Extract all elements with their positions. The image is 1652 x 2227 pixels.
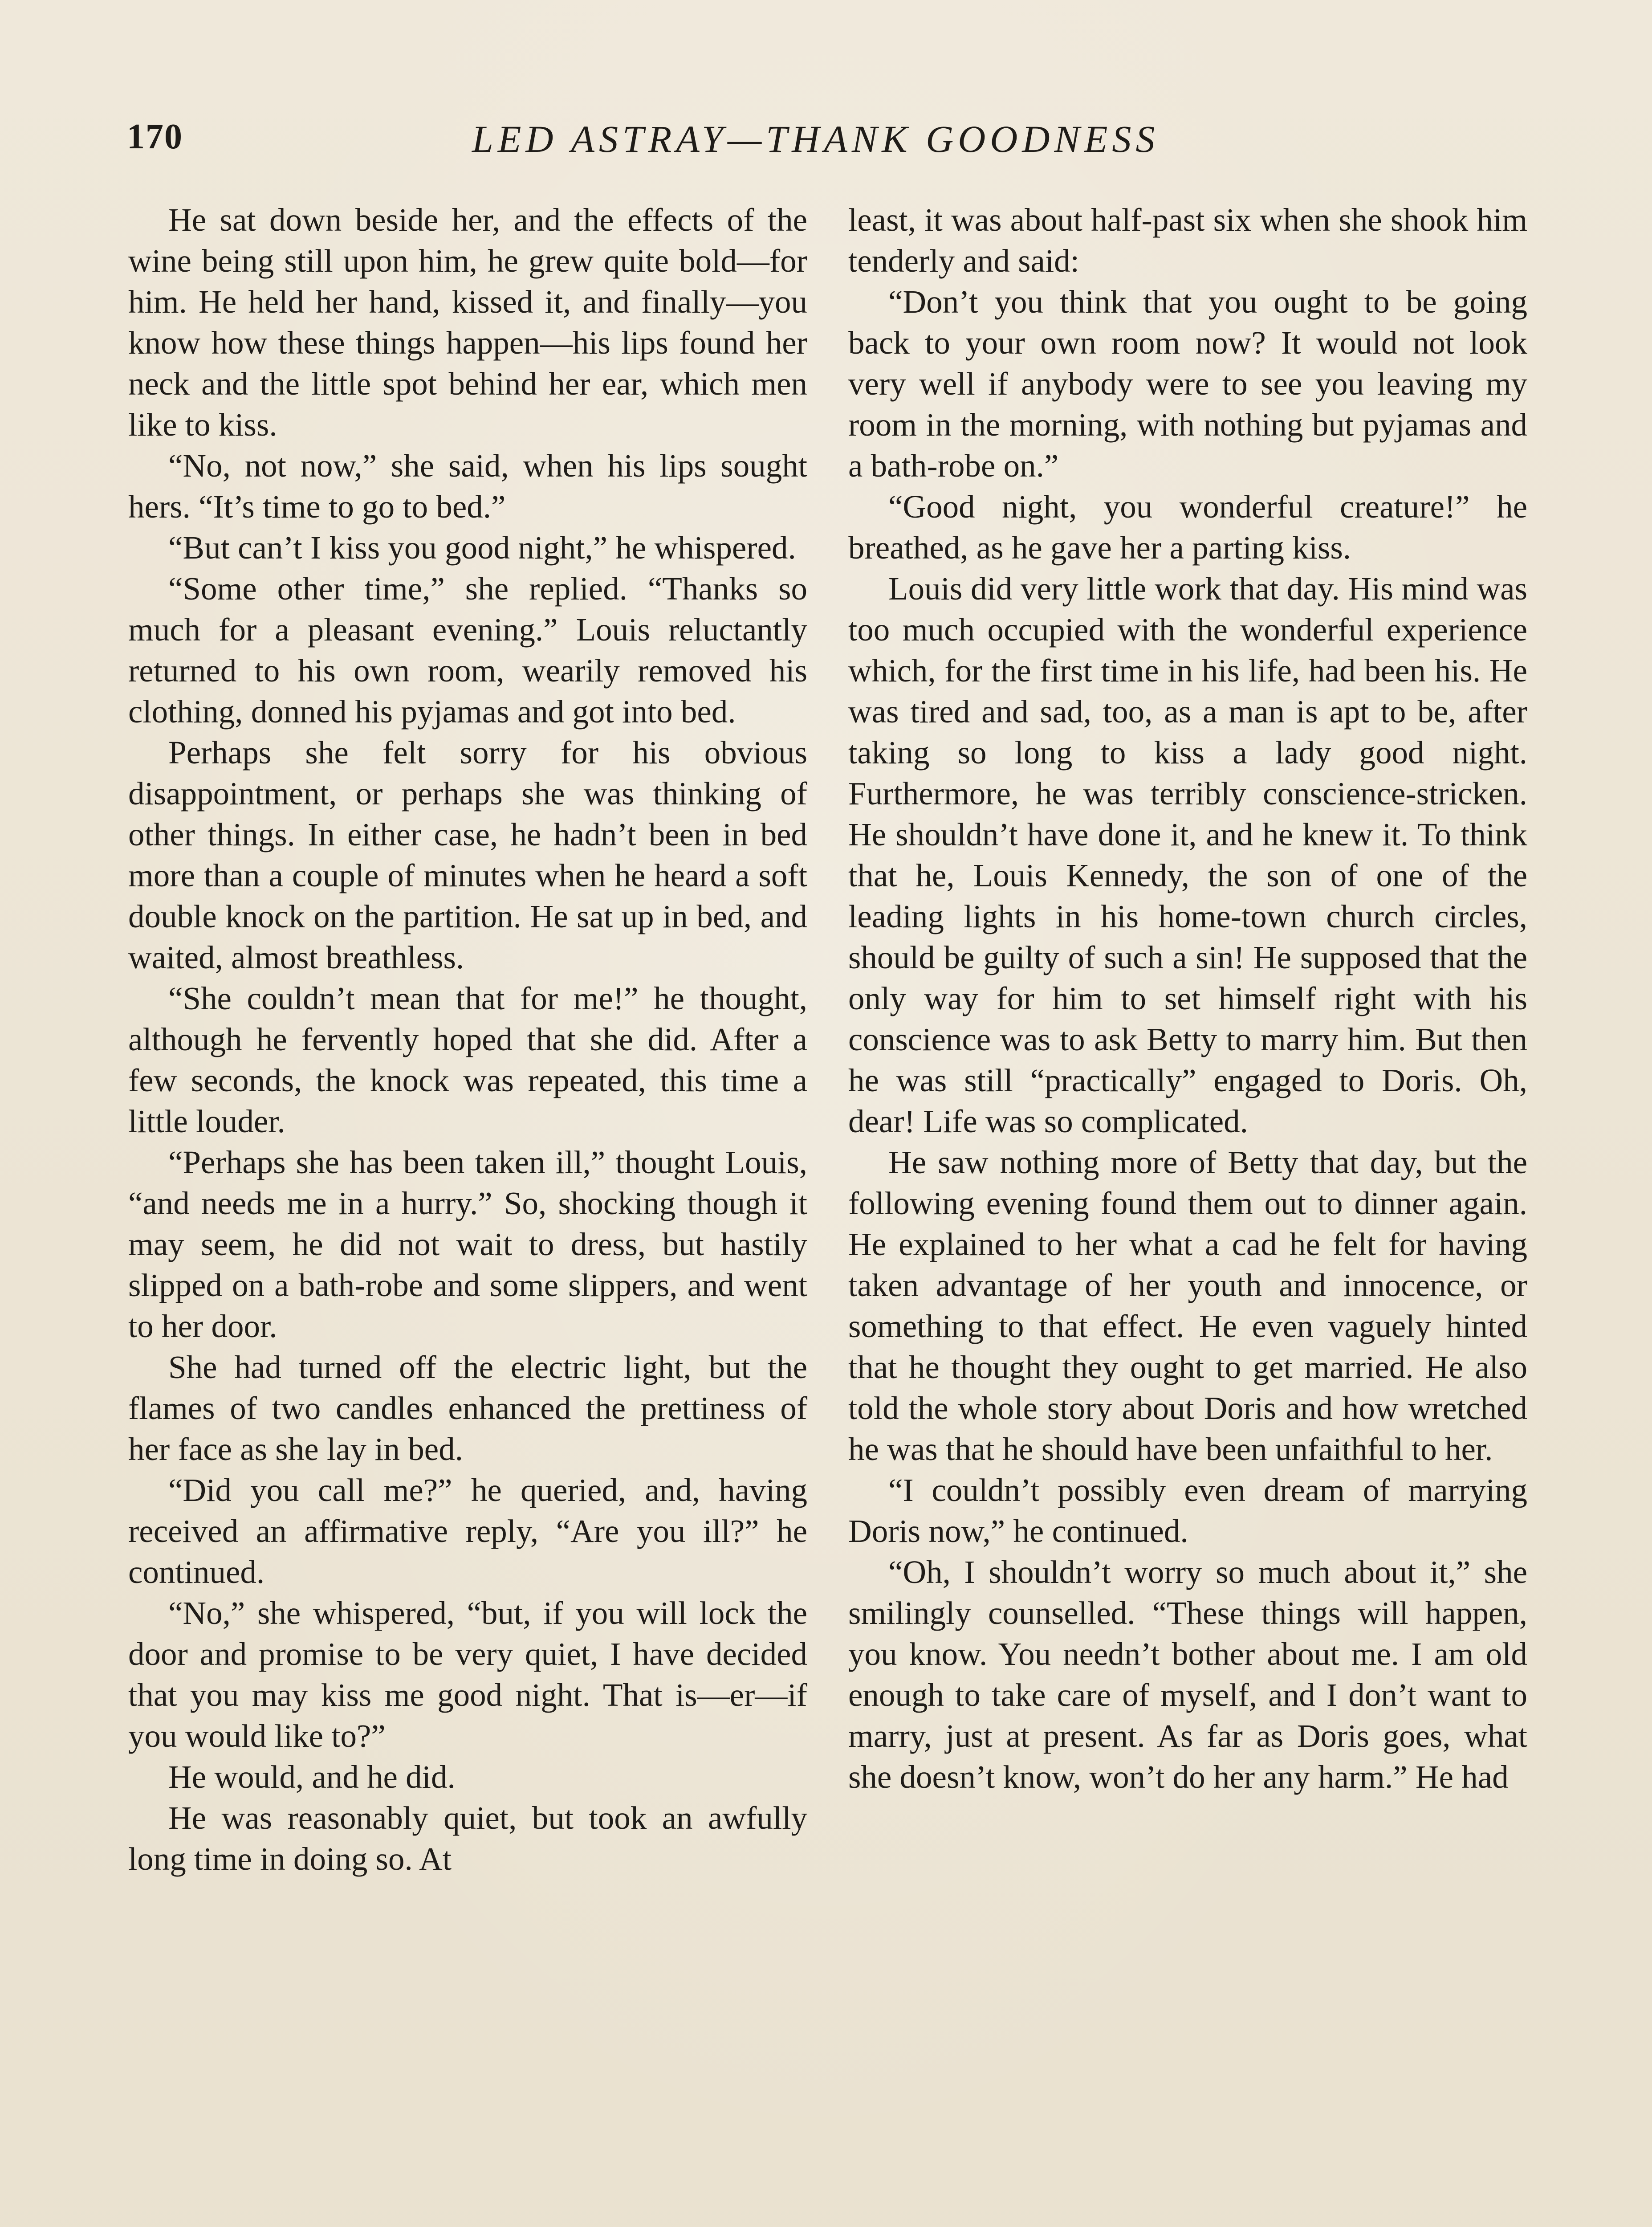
paragraph: Louis did very little work that day. His mind was too much occupied with the wonderful experience which, for the first time in his life, had been his. He was tired and sad, too, as a man is apt to be, after taking so long to kiss a lady good night. Furthermore, he was terribly conscience-stricken. He shouldn’t have done it, and he knew it. To think that he, Louis Kennedy, the son of one of the leading lights in his home-town church circles, should be guilty of such a sin! He supposed that the only way for him to set himself right with his conscience was to ask Betty to marry him. But then he was still “practically” engaged to Doris. Oh, dear! Life was so complicated.	[848, 571, 1527, 1139]
paragraph-continued: least, it was about half-past six when she shook him tenderly and said:	[848, 202, 1527, 279]
paragraph: “Good night, you wonderful creature!” he breathed, as he gave her a parting kiss.	[848, 489, 1527, 566]
paragraph: “I couldn’t possibly even dream of marrying Doris now,” he continued.	[848, 1472, 1527, 1549]
paragraph: “She couldn’t mean that for me!” he thought, although he fervently hoped that she did. After a few seconds, the knock was repeated, this time a little louder.	[128, 980, 807, 1139]
paragraph: He saw nothing more of Betty that day, but the following evening found them out to dinner again. He explained to her what a cad he felt for having taken advantage of her youth and innocence, or something to that effect. He even vaguely hinted that he thought they ought to get married. He also told the whole story about Doris and how wretched he was that he should have been unfaithful to her.	[848, 1144, 1527, 1467]
running-head: LED ASTRAY—THANK GOODNESS	[472, 118, 1160, 160]
paragraph: Perhaps she felt sorry for his obvious disappointment, or perhaps she was thinking of other things. In either case, he hadn’t been in bed more than a couple of minutes when he heard a soft double knock on the partition. He sat up in bed, and waited, almost breathless.	[128, 734, 807, 975]
paragraph: “But can’t I kiss you good night,” he whispered.	[168, 530, 796, 566]
paragraph: “No,” she whispered, “but, if you will lock the door and promise to be very quiet, I have decided that you may kiss me good night. That is—er—if you would like to?”	[128, 1595, 807, 1754]
paragraph: “Some other time,” she replied. “Thanks so much for a pleasant evening.” Louis reluctantly returned to his own room, wearily removed his clothing, donned his pyjamas and got into bed.	[128, 571, 807, 730]
paragraph: “No, not now,” she said, when his lips sought hers. “It’s time to go to bed.”	[128, 448, 807, 525]
paragraph: She had turned off the electric light, but the flames of two candles enhanced the prettiness of her face as she lay in bed.	[128, 1349, 807, 1467]
paragraph: “Oh, I shouldn’t worry so much about it,” she smilingly counselled. “These things will happen, you know. You needn’t bother about me. I am old enough to take care of myself, and I don’t want to marry, just at present. As far as Doris goes, what she doesn’t know, won’t do her any harm.” He had	[848, 1554, 1527, 1795]
left-column	[128, 200, 807, 1880]
right-column	[848, 200, 1527, 1798]
paragraph: “Perhaps she has been taken ill,” thought Louis, “and needs me in a hurry.” So, shocking though it may seem, he did not wait to dress, but hastily slipped on a bath-robe and some slippers, and went to her door.	[128, 1144, 807, 1344]
paragraph: He sat down beside her, and the effects of the wine being still upon him, he grew quite bold—for him. He held her hand, kissed it, and finally—you know how these things happen—his lips found her neck and the little spot behind her ear, which men like to kiss.	[128, 202, 807, 443]
paragraph: He was reasonably quiet, but took an awfully long time in doing so. At	[128, 1800, 807, 1877]
paragraph: “Did you call me?” he queried, and, having received an affirmative reply, “Are you ill?” he continued.	[128, 1472, 807, 1590]
paragraph: He would, and he did.	[168, 1759, 456, 1795]
paragraph: “Don’t you think that you ought to be going back to your own room now? It would not look very well if anybody were to see you leaving my room in the morning, with nothing but pyjamas and a bath-robe on.”	[848, 284, 1527, 484]
page-number: 170	[127, 117, 183, 156]
